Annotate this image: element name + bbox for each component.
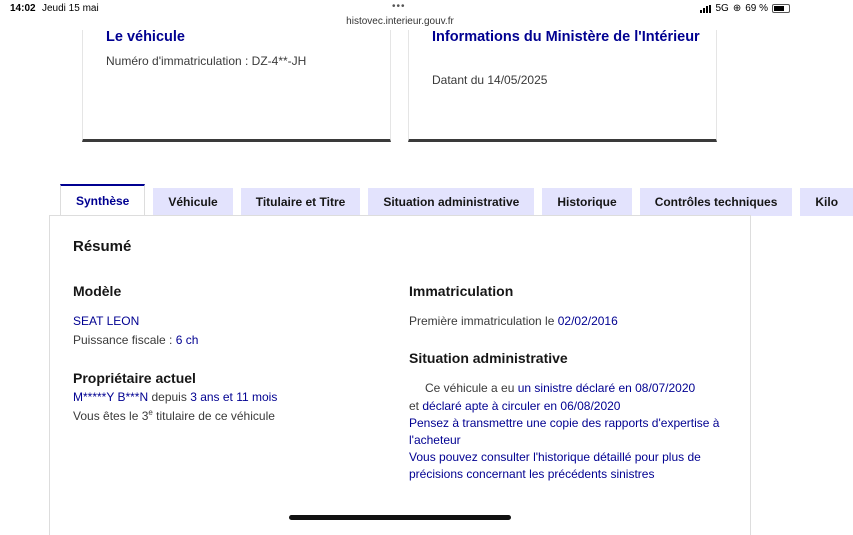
page-content <box>0 29 839 525</box>
first-registration <box>409 314 618 328</box>
ministry-card-title: Informations du Ministère de l'Intérieur <box>432 29 700 45</box>
claim-line <box>425 381 695 395</box>
battery-percent: 69 % <box>745 3 768 14</box>
ministry-date: Datant du 14/05/2025 <box>432 73 548 87</box>
status-time: 14:02 <box>10 3 36 14</box>
tab-situation-administrative[interactable]: Situation administrative <box>368 188 534 216</box>
owner-since-label: depuis <box>148 390 191 404</box>
tab-controles-techniques[interactable]: Contrôles techniques <box>640 188 793 216</box>
tab-historique[interactable]: Historique <box>542 188 631 216</box>
claim-prefix: Ce véhicule a eu <box>425 381 518 395</box>
owner-duration: 3 ans et 11 mois <box>190 390 278 404</box>
panel-title: Résumé <box>73 238 132 255</box>
address-url[interactable]: histovec.interieur.gouv.fr <box>346 16 454 27</box>
owner-name: M*****Y B***N <box>73 390 149 404</box>
tab-vehicule[interactable]: Véhicule <box>153 188 232 216</box>
battery-icon <box>772 4 790 13</box>
synthese-panel <box>49 215 751 535</box>
owner-rank-suffix: titulaire de ce véhicule <box>152 409 275 423</box>
advice-line-1: Pensez à transmettre une copie des rapports d'expertise à <box>409 416 720 430</box>
advice-line-2: l'acheteur <box>409 433 461 447</box>
owner-rank-sup: e <box>148 408 153 417</box>
model-title: Modèle <box>73 283 122 299</box>
tab-bar <box>49 184 839 216</box>
battery-fill <box>774 6 784 11</box>
history-line-1[interactable]: Vous pouvez consulter l'historique détaillé pour plus de <box>409 450 701 464</box>
roadworthy-link[interactable]: déclaré apte à circuler en 06/08/2020 <box>422 399 621 413</box>
tab-kilometrage[interactable]: Kilo <box>800 188 853 216</box>
owner-rank <box>73 408 275 423</box>
registration-number: Numéro d'immatriculation : DZ-4**-JH <box>106 54 307 68</box>
fiscal-power <box>73 333 198 347</box>
status-date: Jeudi 15 mai <box>42 3 99 14</box>
status-bar <box>0 0 800 30</box>
registration-title: Immatriculation <box>409 283 514 299</box>
roadworthy-line <box>409 399 620 413</box>
vehicle-card[interactable] <box>82 30 391 142</box>
admin-situation-title: Situation administrative <box>409 350 568 366</box>
network-type: 5G <box>715 3 729 14</box>
home-indicator[interactable] <box>289 515 511 520</box>
owner-line <box>73 390 277 404</box>
first-registration-label: Première immatriculation le <box>409 314 558 328</box>
first-registration-date: 02/02/2016 <box>557 314 618 328</box>
more-dots-icon[interactable]: ••• <box>392 1 406 12</box>
tab-synthese[interactable]: Synthèse <box>60 184 145 216</box>
status-indicators <box>700 3 790 14</box>
vehicle-card-title: Le véhicule <box>106 29 185 45</box>
model-name: SEAT LEON <box>73 314 140 328</box>
history-line-2[interactable]: précisions concernant les précédents sinistres <box>409 467 655 481</box>
ministry-card[interactable] <box>408 30 717 142</box>
owner-rank-prefix: Vous êtes le 3 <box>73 409 149 423</box>
tab-titulaire-titre[interactable]: Titulaire et Titre <box>241 188 361 216</box>
claim-link[interactable]: un sinistre déclaré en 08/07/2020 <box>517 381 696 395</box>
fiscal-power-value: 6 ch <box>175 333 199 347</box>
fiscal-power-label: Puissance fiscale : <box>73 333 176 347</box>
signal-icon <box>700 5 711 13</box>
owner-title: Propriétaire actuel <box>73 370 196 386</box>
orientation-lock-icon: ⊕ <box>732 3 742 14</box>
roadworthy-prefix: et <box>409 399 423 413</box>
